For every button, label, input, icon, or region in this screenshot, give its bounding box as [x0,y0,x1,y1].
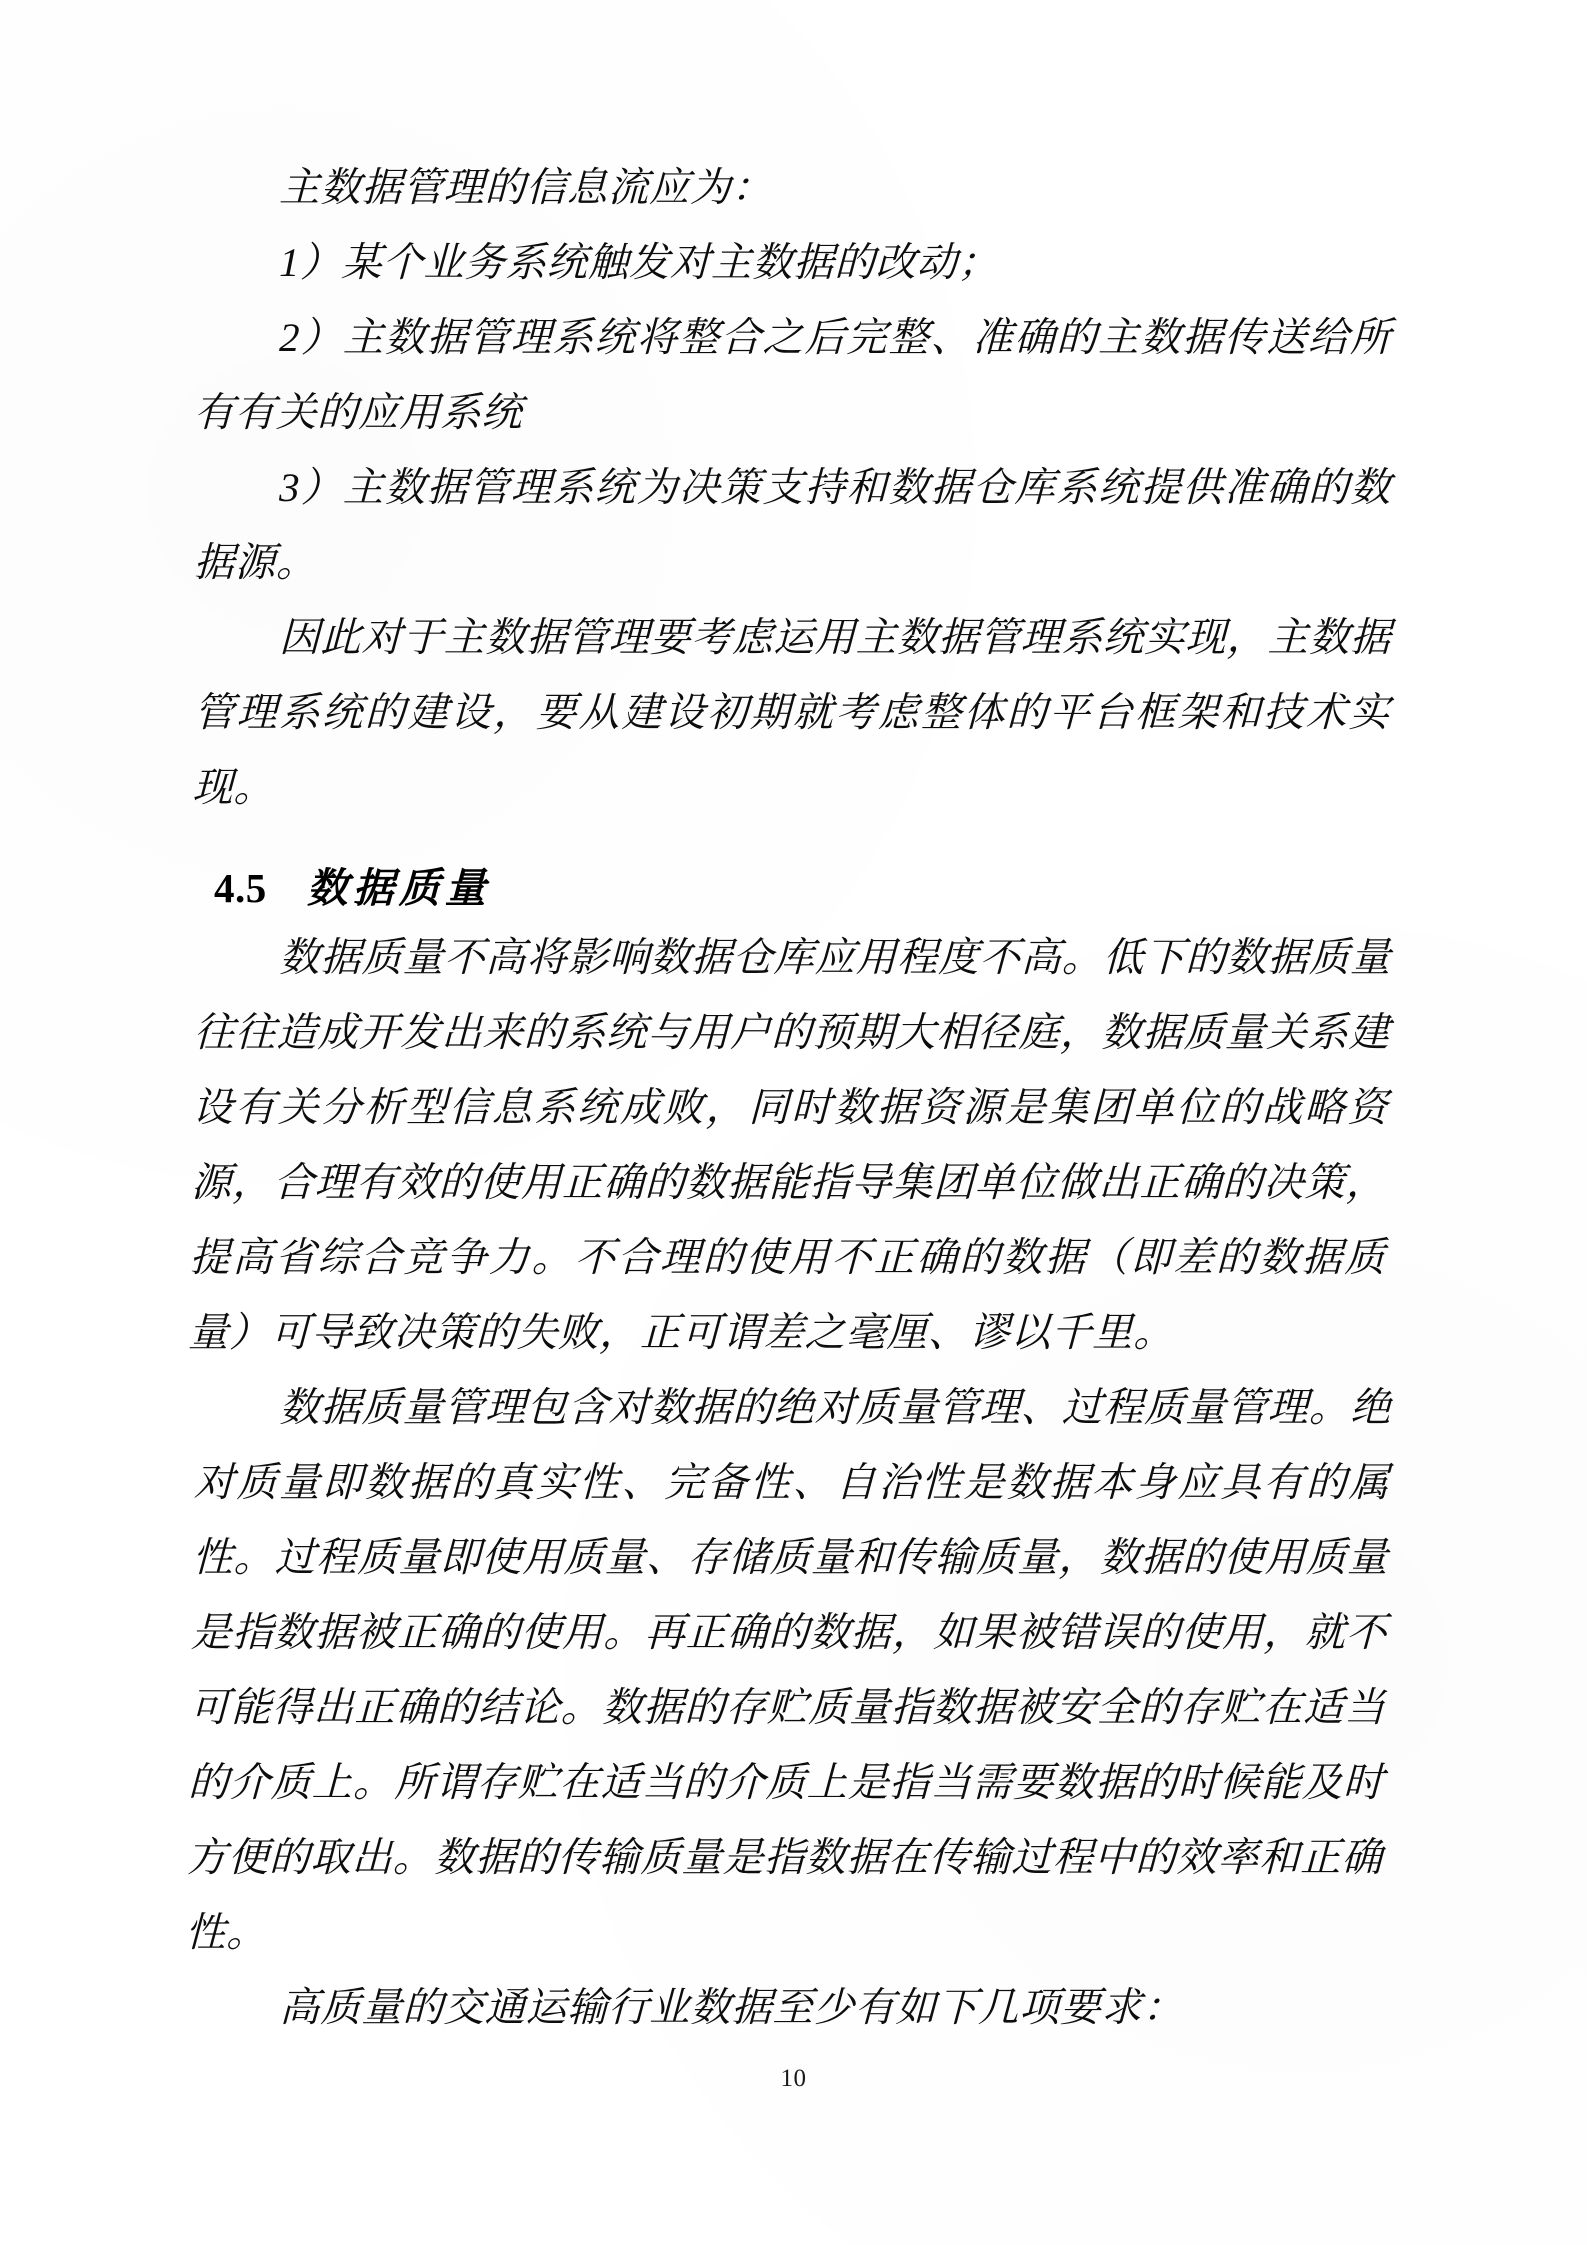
page-number: 10 [780,2065,807,2092]
list-item-2: 2）主数据管理系统将整合之后完整、准确的主数据传送给所有有关的应用系统 [193,315,1392,435]
paragraph-data-quality-importance: 数据质量不高将影响数据仓库应用程度不高。低下的数据质量往往造成开发出来的系统与用户的预期大相径庭，数据质量关系建设有关分析型信息系统成败，同时数据资源是集团单位的战略资源，合理有效的使用正确的数据能指导集团单位做出正确的决策，提高省综合竞争力。不合理的使用不正确的数据（即差的数据质量）可导致决策的失败，正可谓差之毫厘、谬以千里。 [187,935,1392,1355]
section-number: 4.5 [214,865,267,911]
list-item-1: 1）某个业务系统触发对主数据的改动； [278,240,1000,285]
section-title: 数据质量 [306,865,492,911]
paragraph-master-data-conclusion: 因此对于主数据管理要考虑运用主数据管理系统实现，主数据管理系统的建设，要从建设初期就考虑整体的平台框架和技术实现。 [191,615,1392,810]
section-heading-4-5 [196,855,1392,914]
page-footer [0,2065,1587,2093]
intro-line: 主数据管理的信息流应为： [278,165,773,210]
paragraph-high-quality-requirements-lead: 高质量的交通运输行业数据至少有如下几项要求： [278,1985,1184,2030]
page-content [184,150,1392,2045]
paragraph-data-quality-management: 数据质量管理包含对数据的绝对质量管理、过程质量管理。绝对质量即数据的真实性、完备性、自治性是数据本身应具有的属性。过程质量即使用质量、存储质量和传输质量，数据的使用质量是指数据被正确的使用。再正确的数据，如果被错误的使用，就不可能得出正确的结论。数据的存贮质量指数据被安全的存贮在适当的介质上。所谓存贮在适当的介质上是指当需要数据的时候能及时方便的取出。数据的传输质量是指数据在传输过程中的效率和正确性。 [184,1385,1392,1955]
list-item-3: 3）主数据管理系统为决策支持和数据仓库系统提供准确的数据源。 [193,465,1392,585]
